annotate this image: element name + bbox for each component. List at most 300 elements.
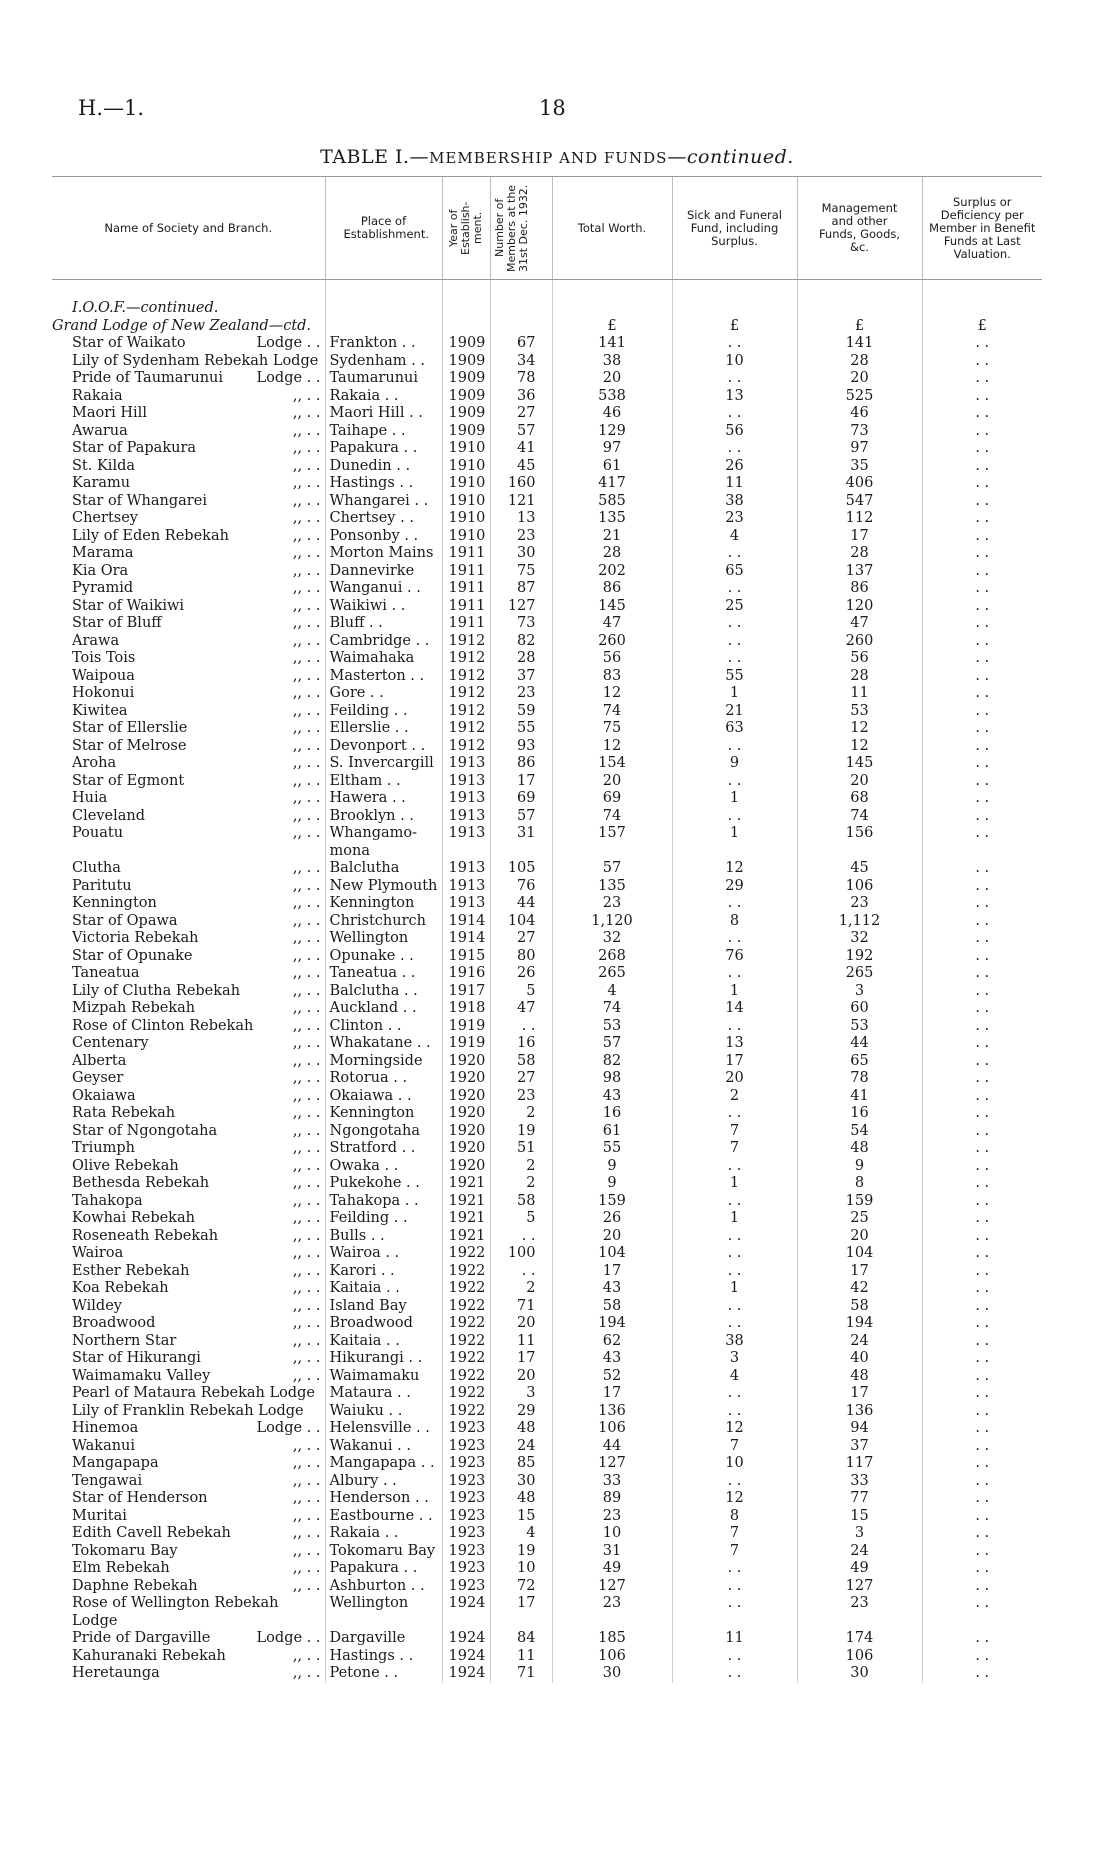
table-row (52, 493, 1042, 511)
branch-name-cell (52, 1018, 325, 1036)
place-cell: Eastbourne . . (325, 1508, 442, 1526)
management-fund-cell: 23 (797, 895, 922, 913)
branch-name: Koa Rebekah (72, 1280, 169, 1296)
branch-name: Marama (72, 545, 134, 561)
branch-name-cell (52, 1350, 325, 1368)
place-cell: Hastings . . (325, 1648, 442, 1666)
total-worth-cell: 10 (552, 1525, 672, 1543)
members-cell: 30 (490, 545, 552, 563)
members-cell: 23 (490, 528, 552, 546)
place-cell: Tokomaru Bay (325, 1543, 442, 1561)
sick-fund-cell: . . (672, 1263, 797, 1281)
sick-fund-cell: 63 (672, 720, 797, 738)
surplus-cell: . . (922, 440, 1042, 458)
table-row (52, 1508, 1042, 1526)
branch-name: Paritutu (72, 877, 132, 894)
sick-fund-cell: . . (672, 1018, 797, 1036)
sick-fund-cell: . . (672, 773, 797, 791)
year-cell: 1924 (442, 1595, 490, 1630)
lodge-ditto: ,, . . (292, 982, 321, 999)
lodge-ditto: ,, . . (292, 1140, 321, 1156)
currency-surplus: £ (922, 318, 1042, 336)
branch-name-cell (52, 1088, 325, 1106)
table-row (52, 1280, 1042, 1298)
branch-name: Maori Hill (72, 405, 147, 421)
management-fund-cell: 20 (797, 773, 922, 791)
total-worth-cell: 47 (552, 615, 672, 633)
surplus-cell: . . (922, 1560, 1042, 1578)
branch-name: Wakanui (72, 1437, 136, 1454)
place-cell: Kaitaia . . (325, 1333, 442, 1351)
branch-name: Northern Star (72, 1332, 177, 1349)
sick-fund-cell: . . (672, 615, 797, 633)
currency-sick: £ (672, 318, 797, 336)
management-fund-cell: 28 (797, 668, 922, 686)
year-cell: 1913 (442, 895, 490, 913)
table-row (52, 1525, 1042, 1543)
surplus-cell: . . (922, 1473, 1042, 1491)
members-cell: 48 (490, 1420, 552, 1438)
lodge-ditto: ,, . . (292, 545, 321, 561)
surplus-cell: . . (922, 773, 1042, 791)
lodge-ditto: ,, . . (292, 1210, 321, 1226)
total-worth-cell: 57 (552, 860, 672, 878)
table-row (52, 808, 1042, 826)
table-row (52, 895, 1042, 913)
branch-name-cell (52, 1263, 325, 1281)
branch-name: Rose of Clinton Rebekah (72, 1017, 254, 1034)
sick-fund-cell: . . (672, 1228, 797, 1246)
table-row (52, 1473, 1042, 1491)
sick-fund-cell: . . (672, 1385, 797, 1403)
branch-name-cell (52, 1315, 325, 1333)
branch-name: Star of Waikiwi (72, 597, 185, 614)
members-cell: 15 (490, 1508, 552, 1526)
lodge-ditto: Lodge . . (256, 370, 321, 386)
members-cell: 23 (490, 685, 552, 703)
surplus-cell: . . (922, 720, 1042, 738)
management-fund-cell: 46 (797, 405, 922, 423)
place-cell: Devonport . . (325, 738, 442, 756)
management-fund-cell: 86 (797, 580, 922, 598)
management-fund-cell: 53 (797, 703, 922, 721)
members-cell: 86 (490, 755, 552, 773)
branch-name-cell (52, 1403, 325, 1421)
table-row (52, 790, 1042, 808)
sick-fund-cell: 10 (672, 353, 797, 371)
members-cell: 27 (490, 930, 552, 948)
branch-name-cell (52, 913, 325, 931)
place-cell: Ponsonby . . (325, 528, 442, 546)
lodge-ditto: ,, . . (292, 422, 321, 439)
year-cell: 1923 (442, 1455, 490, 1473)
members-cell: 87 (490, 580, 552, 598)
branch-name-cell (52, 1420, 325, 1438)
branch-name: Star of Ellerslie (72, 720, 188, 736)
branch-name: Tois Tois (72, 650, 136, 666)
sick-fund-cell: . . (672, 335, 797, 353)
place-cell: Stratford . . (325, 1140, 442, 1158)
members-cell: 72 (490, 1578, 552, 1596)
branch-name-cell (52, 1630, 325, 1648)
year-cell: 1922 (442, 1403, 490, 1421)
place-cell: Tahakopa . . (325, 1193, 442, 1211)
total-worth-cell: 20 (552, 1228, 672, 1246)
place-cell: Hastings . . (325, 475, 442, 493)
members-cell: 127 (490, 598, 552, 616)
branch-name: Rata Rebekah (72, 1105, 176, 1121)
total-worth-cell: 43 (552, 1088, 672, 1106)
management-fund-cell: 53 (797, 1018, 922, 1036)
members-cell: 76 (490, 878, 552, 896)
management-fund-cell: 25 (797, 1210, 922, 1228)
branch-name: Pyramid (72, 580, 134, 596)
members-cell: 16 (490, 1035, 552, 1053)
members-cell: 20 (490, 1315, 552, 1333)
management-fund-cell: 117 (797, 1455, 922, 1473)
branch-name: Daphne Rebekah (72, 1577, 198, 1594)
members-cell: 67 (490, 335, 552, 353)
sick-fund-cell: . . (672, 440, 797, 458)
members-cell: 37 (490, 668, 552, 686)
year-cell: 1923 (442, 1560, 490, 1578)
sick-fund-cell: 7 (672, 1525, 797, 1543)
total-worth-cell: 538 (552, 388, 672, 406)
table-row (52, 528, 1042, 546)
management-fund-cell: 78 (797, 1070, 922, 1088)
year-cell: 1920 (442, 1088, 490, 1106)
lodge-ditto: ,, . . (292, 1035, 321, 1051)
sick-fund-cell: 4 (672, 528, 797, 546)
table-row (52, 510, 1042, 528)
members-cell: 80 (490, 948, 552, 966)
year-cell: 1922 (442, 1245, 490, 1263)
surplus-cell: . . (922, 598, 1042, 616)
table-row (52, 913, 1042, 931)
place-cell: Balclutha . . (325, 983, 442, 1001)
management-fund-cell: 45 (797, 860, 922, 878)
branch-name: Star of Egmont (72, 772, 185, 789)
sick-fund-cell: 23 (672, 510, 797, 528)
surplus-cell: . . (922, 738, 1042, 756)
branch-name: Edith Cavell Rebekah (72, 1525, 231, 1541)
place-cell: Rotorua . . (325, 1070, 442, 1088)
management-fund-cell: 54 (797, 1123, 922, 1141)
total-worth-cell: 26 (552, 1210, 672, 1228)
total-worth-cell: 33 (552, 1473, 672, 1491)
place-cell: Balclutha (325, 860, 442, 878)
management-fund-cell: 41 (797, 1088, 922, 1106)
year-cell: 1913 (442, 825, 490, 860)
branch-name-cell (52, 563, 325, 581)
surplus-cell: . . (922, 1000, 1042, 1018)
table-row (52, 1105, 1042, 1123)
branch-name: Centenary (72, 1035, 149, 1051)
sick-fund-cell: 3 (672, 1350, 797, 1368)
table-row (52, 370, 1042, 388)
table-row (52, 1368, 1042, 1386)
branch-name: Tengawai (72, 1472, 143, 1489)
lodge-ditto: Lodge . . (256, 1420, 321, 1436)
members-cell: 36 (490, 388, 552, 406)
members-cell: 47 (490, 1000, 552, 1018)
lodge-ditto: ,, . . (292, 1297, 321, 1314)
table-row (52, 1315, 1042, 1333)
table-row (52, 1140, 1042, 1158)
place-cell: Morton Mains (325, 545, 442, 563)
branch-name-cell (52, 1035, 325, 1053)
table-row (52, 1228, 1042, 1246)
table-row (52, 1578, 1042, 1596)
surplus-cell: . . (922, 685, 1042, 703)
lodge-ditto: ,, . . (292, 1052, 321, 1069)
management-fund-cell: 12 (797, 738, 922, 756)
total-worth-cell: 17 (552, 1263, 672, 1281)
table-row (52, 475, 1042, 493)
year-cell: 1910 (442, 458, 490, 476)
management-fund-cell: 1,112 (797, 913, 922, 931)
total-worth-cell: 145 (552, 598, 672, 616)
place-cell: Wellington (325, 1595, 442, 1630)
year-cell: 1909 (442, 370, 490, 388)
branch-name: Star of Papakura (72, 440, 197, 456)
lodge-ditto: ,, . . (292, 440, 321, 456)
place-cell: Clinton . . (325, 1018, 442, 1036)
year-cell: 1911 (442, 545, 490, 563)
sick-fund-cell: 55 (672, 668, 797, 686)
place-cell: Dargaville (325, 1630, 442, 1648)
branch-name: Esther Rebekah (72, 1262, 190, 1279)
lodge-ditto: ,, . . (292, 1105, 321, 1121)
table-row (52, 668, 1042, 686)
branch-name-cell (52, 440, 325, 458)
sick-fund-cell: 1 (672, 685, 797, 703)
members-cell: 104 (490, 913, 552, 931)
surplus-cell: . . (922, 983, 1042, 1001)
branch-name: Wildey (72, 1297, 122, 1314)
sick-fund-cell: . . (672, 930, 797, 948)
section-order-row (52, 280, 1042, 318)
members-cell: 10 (490, 1560, 552, 1578)
year-cell: 1923 (442, 1420, 490, 1438)
branch-name-cell (52, 1595, 325, 1630)
branch-name: Geyser (72, 1070, 124, 1086)
members-cell: 34 (490, 353, 552, 371)
year-cell: 1918 (442, 1000, 490, 1018)
place-cell: Wairoa . . (325, 1245, 442, 1263)
lodge-ditto: ,, . . (292, 702, 321, 719)
management-fund-cell: 159 (797, 1193, 922, 1211)
management-fund-cell: 11 (797, 685, 922, 703)
branch-name: Chertsey (72, 510, 138, 526)
members-cell: 2 (490, 1105, 552, 1123)
management-fund-cell: 8 (797, 1175, 922, 1193)
year-cell: 1921 (442, 1193, 490, 1211)
branch-name: Clutha (72, 860, 121, 876)
total-worth-cell: 58 (552, 1298, 672, 1316)
branch-name-cell (52, 1543, 325, 1561)
table-row (52, 1403, 1042, 1421)
lodge-ditto: ,, . . (292, 1472, 321, 1489)
branch-name-cell (52, 545, 325, 563)
total-worth-cell: 17 (552, 1385, 672, 1403)
total-worth-cell: 74 (552, 808, 672, 826)
total-worth-cell: 194 (552, 1315, 672, 1333)
place-cell: Papakura . . (325, 1560, 442, 1578)
year-cell: 1924 (442, 1648, 490, 1666)
year-cell: 1922 (442, 1280, 490, 1298)
total-worth-cell: 185 (552, 1630, 672, 1648)
place-cell: Bluff . . (325, 615, 442, 633)
total-worth-cell: 28 (552, 545, 672, 563)
total-worth-cell: 83 (552, 668, 672, 686)
total-worth-cell: 12 (552, 738, 672, 756)
currency-worth: £ (552, 318, 672, 336)
total-worth-cell: 74 (552, 1000, 672, 1018)
sick-fund-cell: . . (672, 545, 797, 563)
branch-name: Hinemoa (72, 1420, 139, 1436)
page-number: 18 (539, 96, 566, 120)
table-row (52, 405, 1042, 423)
branch-name: Bethesda Rebekah (72, 1175, 210, 1191)
sick-fund-cell: . . (672, 405, 797, 423)
branch-name: Arawa (72, 632, 120, 649)
total-worth-cell: 202 (552, 563, 672, 581)
table-row (52, 1490, 1042, 1508)
surplus-cell: . . (922, 808, 1042, 826)
branch-name-cell (52, 335, 325, 353)
branch-name-cell (52, 965, 325, 983)
lodge-ditto: ,, . . (292, 405, 321, 421)
lodge-ditto: ,, . . (292, 877, 321, 894)
management-fund-cell: 20 (797, 1228, 922, 1246)
lodge-ditto: ,, . . (292, 790, 321, 806)
total-worth-cell: 265 (552, 965, 672, 983)
surplus-cell: . . (922, 1350, 1042, 1368)
sick-fund-cell: . . (672, 1648, 797, 1666)
total-worth-cell: 62 (552, 1333, 672, 1351)
total-worth-cell: 30 (552, 1665, 672, 1683)
table-row (52, 1420, 1042, 1438)
branch-name: Okaiawa (72, 1087, 136, 1104)
total-worth-cell: 136 (552, 1403, 672, 1421)
place-cell: Maori Hill . . (325, 405, 442, 423)
management-fund-cell: 137 (797, 563, 922, 581)
management-fund-cell: 525 (797, 388, 922, 406)
place-cell: Kaitaia . . (325, 1280, 442, 1298)
surplus-cell: . . (922, 615, 1042, 633)
members-cell: 29 (490, 1403, 552, 1421)
year-cell: 1922 (442, 1333, 490, 1351)
branch-name-cell (52, 1490, 325, 1508)
surplus-cell: . . (922, 895, 1042, 913)
branch-name-cell (52, 1298, 325, 1316)
table-row (52, 948, 1042, 966)
place-cell: Ashburton . . (325, 1578, 442, 1596)
branch-name-cell (52, 1578, 325, 1596)
management-fund-cell: 265 (797, 965, 922, 983)
table-row (52, 860, 1042, 878)
lodge-ditto: ,, . . (292, 1280, 321, 1296)
management-fund-cell: 406 (797, 475, 922, 493)
surplus-cell: . . (922, 388, 1042, 406)
management-fund-cell: 112 (797, 510, 922, 528)
branch-name-cell (52, 1228, 325, 1246)
total-worth-cell: 23 (552, 1508, 672, 1526)
place-cell: Auckland . . (325, 1000, 442, 1018)
year-cell: 1909 (442, 405, 490, 423)
branch-name: Awarua (72, 422, 128, 439)
management-fund-cell: 192 (797, 948, 922, 966)
total-worth-cell: 127 (552, 1578, 672, 1596)
table-row (52, 1648, 1042, 1666)
table-row (52, 965, 1042, 983)
surplus-cell: . . (922, 1210, 1042, 1228)
total-worth-cell: 104 (552, 1245, 672, 1263)
members-cell: 45 (490, 458, 552, 476)
col-header-year-text: Year of Establish- ment. (447, 201, 484, 255)
sick-fund-cell: 11 (672, 475, 797, 493)
year-cell: 1922 (442, 1263, 490, 1281)
sick-fund-cell: 11 (672, 1630, 797, 1648)
branch-name: Kowhai Rebekah (72, 1210, 195, 1226)
table-row (52, 1000, 1042, 1018)
branch-name-cell (52, 1560, 325, 1578)
sick-fund-cell: . . (672, 895, 797, 913)
members-cell: 2 (490, 1158, 552, 1176)
branch-name-cell (52, 878, 325, 896)
management-fund-cell: 127 (797, 1578, 922, 1596)
management-fund-cell: 194 (797, 1315, 922, 1333)
surplus-cell: . . (922, 563, 1042, 581)
table-row (52, 983, 1042, 1001)
branch-name: Alberta (72, 1052, 127, 1069)
table-row (52, 1210, 1042, 1228)
table-row (52, 1385, 1042, 1403)
branch-name-cell (52, 1525, 325, 1543)
members-cell: 31 (490, 825, 552, 860)
year-cell: 1912 (442, 738, 490, 756)
branch-name-cell (52, 860, 325, 878)
sick-fund-cell: 8 (672, 913, 797, 931)
table-row (52, 703, 1042, 721)
year-cell: 1917 (442, 983, 490, 1001)
total-worth-cell: 89 (552, 1490, 672, 1508)
branch-name: Pearl of Mataura Rebekah Lodge (72, 1385, 315, 1401)
sick-fund-cell: 1 (672, 1280, 797, 1298)
branch-name-cell (52, 370, 325, 388)
surplus-cell: . . (922, 1053, 1042, 1071)
table-title-suffix: —continued. (667, 146, 794, 168)
table-row (52, 1438, 1042, 1456)
management-fund-cell: 24 (797, 1333, 922, 1351)
sick-fund-cell: 20 (672, 1070, 797, 1088)
branch-name-cell (52, 633, 325, 651)
branch-name-cell (52, 983, 325, 1001)
lodge-ditto: ,, . . (292, 632, 321, 649)
table-row (52, 773, 1042, 791)
members-cell: 20 (490, 1368, 552, 1386)
year-cell: 1911 (442, 615, 490, 633)
year-cell: 1921 (442, 1210, 490, 1228)
sick-fund-cell: 10 (672, 1455, 797, 1473)
total-worth-cell: 97 (552, 440, 672, 458)
branch-name-cell (52, 1158, 325, 1176)
surplus-cell: . . (922, 1280, 1042, 1298)
sick-fund-cell: . . (672, 1595, 797, 1630)
branch-name-cell (52, 790, 325, 808)
members-cell: 26 (490, 965, 552, 983)
